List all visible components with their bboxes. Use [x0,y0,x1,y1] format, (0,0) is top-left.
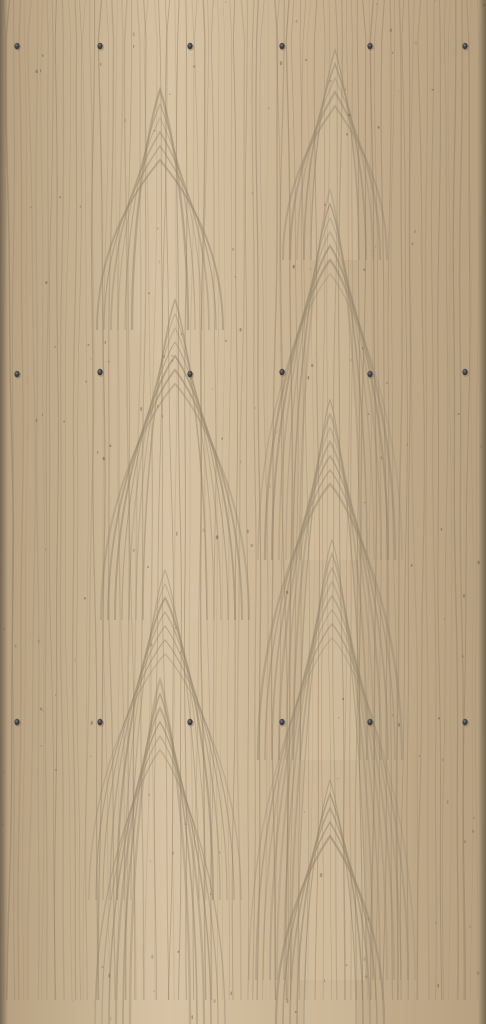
wood-pore [255,407,256,409]
nail-head [279,43,284,49]
wood-pore [222,437,223,440]
wood-pore [159,260,160,264]
wood-pore [368,413,369,415]
wood-pore [108,361,110,363]
wood-pore [390,28,393,32]
wood-pore [174,624,175,625]
wood-pore [247,530,249,534]
nail-head [97,719,102,725]
wood-pore [43,709,44,712]
wood-pore [286,591,288,594]
wood-pore [100,63,101,67]
wood-pore [133,45,134,48]
wood-pore [441,528,443,531]
wood-pore [350,359,351,362]
wood-pore [295,1011,297,1013]
wood-pore [91,358,92,360]
wood-pore [40,69,41,73]
wood-pore [435,922,437,924]
wood-pore [42,413,43,417]
wood-pore [392,52,394,54]
wood-pore [324,979,325,983]
wood-pore [55,694,56,696]
wood-pore [337,778,339,780]
wood-pore [214,999,216,1003]
wood-pore [411,242,413,245]
wood-pore [80,205,81,208]
wood-pore [73,1000,74,1002]
wood-pore [473,816,474,819]
nail-head [279,369,284,375]
wood-pore [151,955,153,959]
wood-pore [150,861,151,863]
wood-pore [295,20,297,23]
wood-pore [338,717,340,718]
wood-pore [286,999,288,1003]
wood-pore [175,626,177,629]
wood-pore [105,341,106,344]
wood-pore [180,651,181,654]
wood-pore [269,485,270,488]
wood-pore [85,380,87,382]
wood-pore [31,206,32,208]
wood-pore [36,419,38,423]
wood-pore [149,793,150,796]
wood-pore [364,502,366,504]
wood-pore [109,445,111,447]
wood-pore [216,535,219,539]
wood-pore [411,564,413,566]
wood-pore [235,276,236,278]
wood-pore [464,840,466,843]
nail-head [279,719,284,725]
wood-pore [42,54,44,57]
wood-pore [153,990,155,992]
nail-head [187,719,192,725]
wood-pore [133,32,135,36]
wood-pore [293,265,295,269]
left-edge-shadow [0,0,8,1024]
nail-head [97,369,102,375]
wood-pore [437,984,439,988]
wood-pore [45,281,47,284]
wood-pore [178,951,180,953]
nail-head [462,369,467,375]
wood-pore [210,894,211,895]
wood-pore [54,346,56,348]
wood-pore [103,457,105,461]
wood-pore [381,456,382,460]
wood-pore [240,460,241,464]
wood-pore [364,957,366,961]
wood-pore [280,61,282,65]
nail-head [367,719,372,725]
wood-pore [419,755,420,757]
wood-pore [59,196,61,198]
wood-pore [373,250,374,252]
wood-pore [35,70,37,73]
wood-pore [102,966,104,969]
wood-pore [40,745,42,746]
wood-pore [315,351,316,353]
nail-head [187,43,192,49]
wood-pore [185,823,187,825]
wood-pore [87,344,89,346]
wood-pore [431,89,434,91]
wood-pore [252,192,254,194]
wood-pore [414,230,415,234]
wood-pore [470,925,471,928]
wood-pore [377,126,379,129]
wood-pore [444,618,446,619]
wood-pore [362,347,363,350]
nail-head [14,43,19,49]
wood-pore [305,59,307,61]
wood-pore [348,114,351,117]
wood-pore [232,248,234,251]
wood-pore [463,594,465,598]
wood-pore [472,830,474,833]
wood-pore [398,723,400,727]
nail-head [367,371,372,377]
wood-pore [407,443,408,446]
wood-pore [225,1,226,4]
wood-pore [157,405,158,408]
wood-pore [162,415,164,418]
wood-pore [75,658,76,662]
wood-pore [180,333,182,335]
nail-head [14,371,19,377]
wood-pore [320,873,322,877]
wood-pore [176,532,177,536]
wood-pore [140,407,142,411]
wood-pore [438,717,440,720]
wood-pore [147,566,149,568]
wood-pore [268,107,270,109]
wood-pore [219,851,220,853]
wood-pore [193,65,196,68]
wood-pore [172,360,174,362]
wood-pore [108,974,110,978]
wood-pore [55,769,58,771]
wood-pore [346,964,348,966]
wood-pore [447,800,448,804]
wood-pore [392,714,394,717]
wood-pore [225,340,227,342]
wood-pore [171,355,173,357]
wood-pore [399,90,400,92]
wood-pore [304,811,305,812]
wood-pore [457,413,459,414]
wood-pore [329,80,332,83]
wood-pore [40,707,42,710]
wood-pore [163,355,165,358]
wood-pore [212,388,213,391]
wood-pore [386,382,388,384]
wood-pore [346,133,348,136]
wood-pore [91,721,93,725]
wood-pore [97,451,99,454]
wood-pore [310,269,311,270]
wood-pore [110,1017,111,1021]
nail-head [187,371,192,377]
wood-pore [308,376,310,380]
wood-pore [442,758,443,761]
wood-pore [157,227,158,229]
wood-pore [367,917,369,921]
nail-head [462,719,467,725]
wood-pore [38,639,39,643]
wood-pore [376,3,377,6]
wood-pore [125,119,126,123]
wood-pore [169,93,171,95]
wood-pore [240,328,242,332]
wood-pore [172,852,174,855]
nail-head [97,43,102,49]
wood-pore [324,204,326,207]
right-edge-shadow [478,0,486,1024]
wood-pore [231,991,232,995]
wood-pore [153,130,155,131]
wood-pore [416,41,417,44]
wood-pore [63,421,65,423]
wood-pore [363,268,365,271]
wood-pore [45,548,46,551]
nail-head [462,43,467,49]
wood-pore [15,645,17,648]
wood-pore [191,1015,192,1019]
wood-pore [203,528,205,532]
nail-head [367,43,372,49]
wood-pore [148,292,150,295]
wood-pore [90,755,92,757]
wood-pore [251,544,253,547]
wood-pore [375,245,376,248]
wood-pore [150,643,152,647]
wood-pore [345,88,347,90]
wood-pore [311,364,313,367]
wood-pore [276,431,277,434]
wood-pore [133,549,134,552]
nail-head [14,719,19,725]
wood-pore [462,655,464,657]
wood-pore [342,698,344,701]
wood-pore [84,597,86,600]
wood-pore [365,975,367,978]
